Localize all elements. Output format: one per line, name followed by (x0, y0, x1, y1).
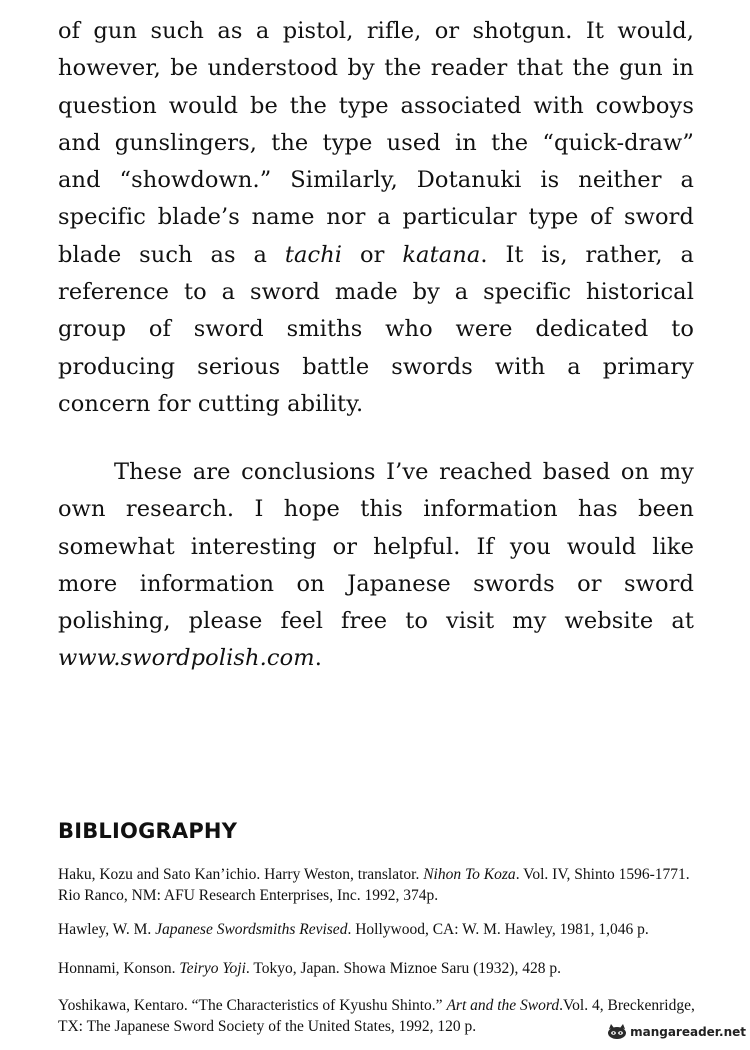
bibliography-entry (58, 919, 698, 940)
website-url: www.swordpolish.com (58, 645, 315, 672)
bibliography-entry (58, 995, 698, 1037)
bib-entry-details: . Tokyo, Japan. Showa Miznoe Saru (1932), 428 p. (245, 960, 561, 977)
bibliography-entry (58, 864, 698, 906)
bib-entry-details: .Vol. 4, Breckenridge, TX: The Japanese Sword Society of the United States, 1992, 120 p. (58, 997, 695, 1035)
watermark-text: mangareader.net (630, 1025, 746, 1039)
bib-entry-authors: Honnami, Konson. (58, 960, 180, 977)
p1-text-a: of gun such as a pistol, rifle, or shotgun. It would, however, be understood by the reader that the gun in question would be the type associated with cowboys and gunslingers, the type used in the “quick-draw” and “showdown.” Similarly, Dotanuki is neither a specific blade’s name nor a particular type of sword blade such as a (58, 18, 694, 268)
bib-entry-authors: Yoshikawa, Kentaro. “The Characteristics of Kyushu Shinto.” (58, 997, 447, 1014)
term-katana: katana (402, 241, 481, 268)
p2-text: These are conclusions I’ve reached based on my own research. I hope this information has been somewhat interesting or helpful. If you would like more information on Japanese swords or sword polishing, please feel free to visit my website at (58, 459, 694, 635)
p2-end: . (314, 645, 322, 672)
watermark (606, 1024, 746, 1040)
bib-entry-title: Art and the Sword (446, 997, 560, 1014)
bib-entry-details: . Hollywood, CA: W. M. Hawley, 1981, 1,046 p. (347, 921, 649, 938)
raccoon-head-icon (606, 1024, 628, 1040)
bib-entry-authors: Haku, Kozu and Sato Kan’ichio. Harry Weston, translator. (58, 866, 424, 883)
bib-entry-authors: Hawley, W. M. (58, 921, 156, 938)
term-tachi: tachi (284, 241, 343, 268)
bib-entry-title: Japanese Swordsmiths Revised (155, 921, 348, 938)
bibliography-heading: BIBLIOGRAPHY (58, 819, 238, 843)
bib-entry-title: Teiryo Yoji (179, 960, 246, 977)
bib-entry-title: Nihon To Koza (423, 866, 516, 883)
body-paragraph-2 (58, 454, 694, 678)
bibliography-entry (58, 958, 698, 979)
p1-text-b: or (342, 241, 403, 268)
p1-text-c: . It is, rather, a reference to a sword made by a specific historical group of sword smiths who were dedicated to producing serious battle swords with a primary concern for cutting ability. (58, 241, 694, 417)
bib-entry-details: . Vol. IV, Shinto 1596-1771. Rio Ranco, NM: AFU Research Enterprises, Inc. 1992, 374p. (58, 866, 690, 904)
body-paragraph-1 (58, 13, 694, 423)
